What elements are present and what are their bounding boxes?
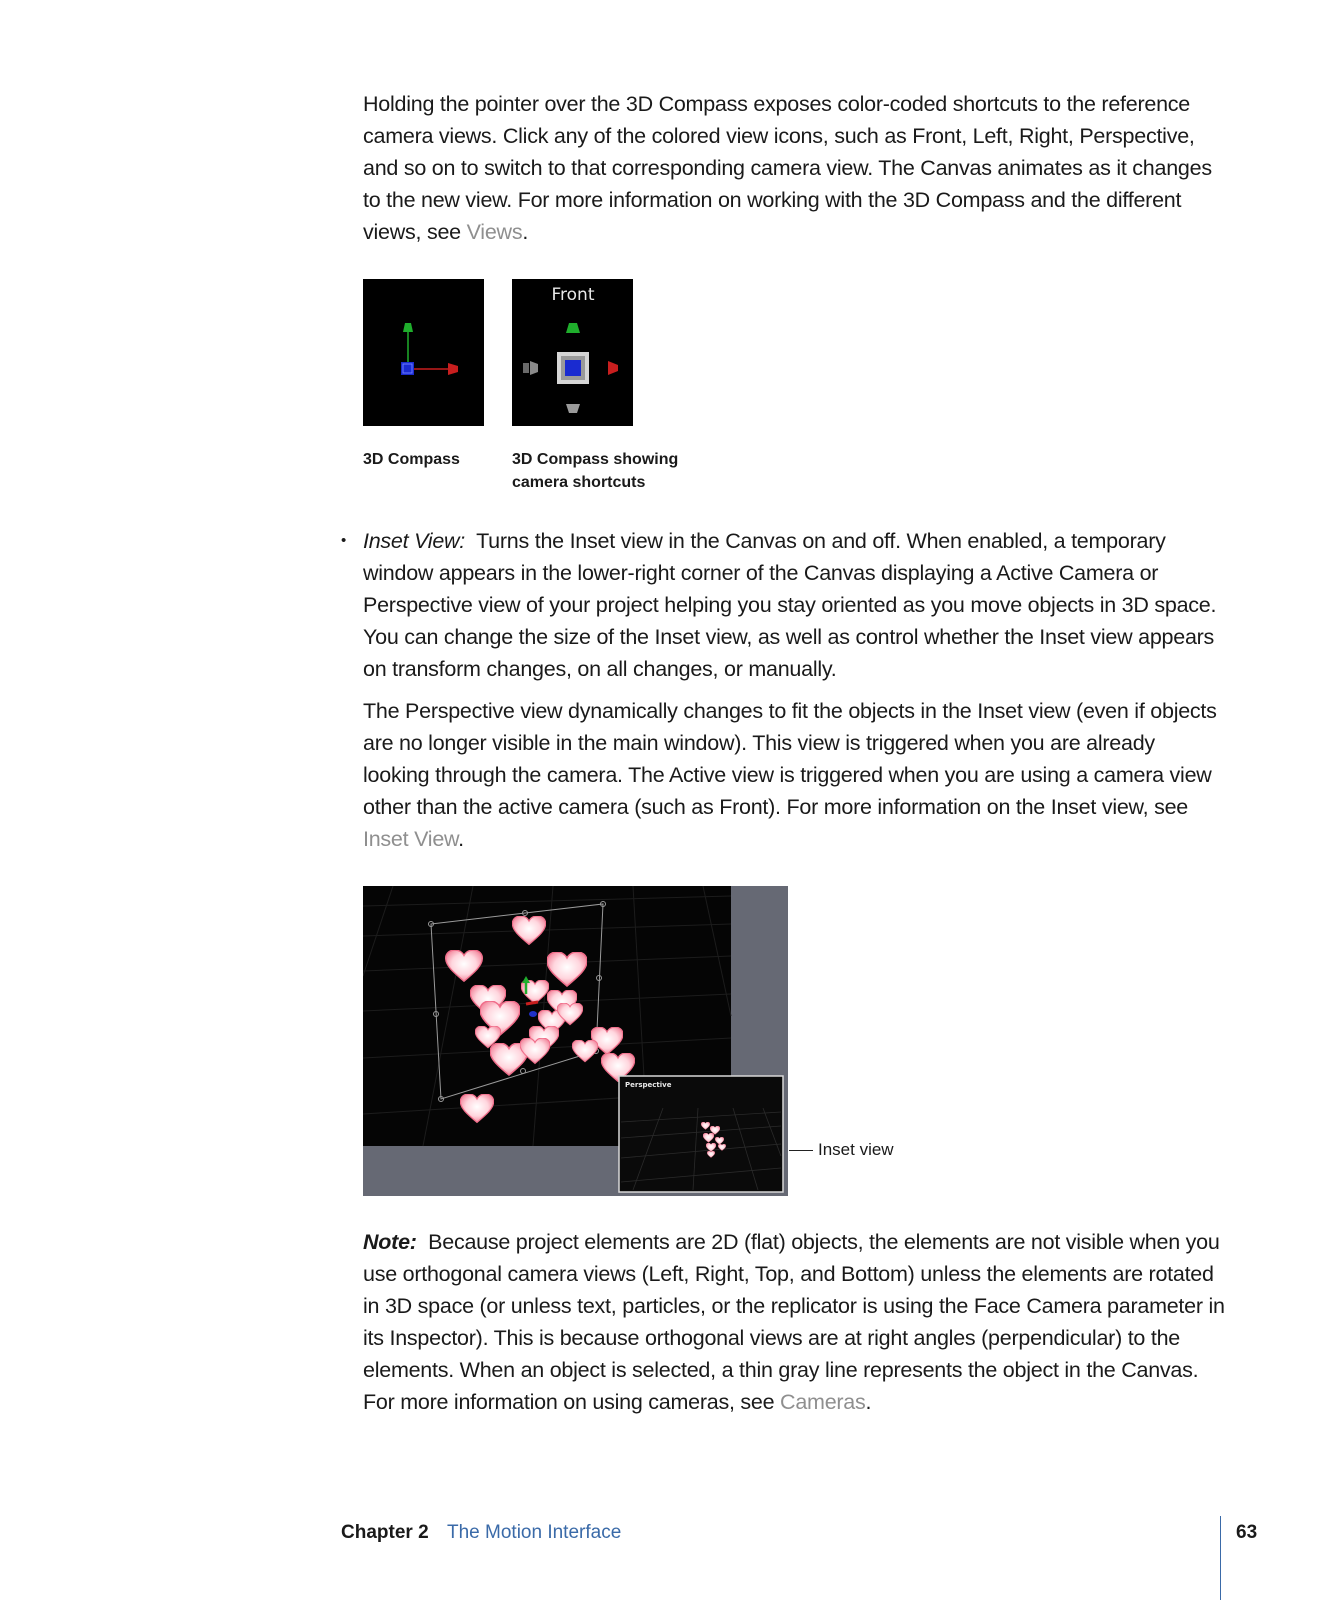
front-view-label: Front bbox=[551, 285, 595, 305]
left-view-shortcut-icon bbox=[530, 361, 538, 375]
note-text: Because project elements are 2D (flat) objects, the elements are not visible when you use orthogonal camera views (Left, Right, Top, and Bottom) unless the elements are rotated in 3D space (or unless text, particles, or the replicator is using the Face Camera parameter in its Inspector). This is because orthogonal views are at right angles (perpendicular) to the elements. When an object is selected, a thin gray line represents the object in the Canvas. For more information on using cameras, see bbox=[363, 1230, 1225, 1414]
intro-text: Holding the pointer over the 3D Compass exposes color-coded shortcuts to the reference camera views. Click any of the colored view icons, such as Front, Left, Right, Perspective, and so on to switch to that corresponding camera view. The Canvas animates as it changes to the new view. For more information on working with the 3D Compass and the different views, see bbox=[363, 92, 1212, 244]
note-period: . bbox=[865, 1390, 872, 1414]
perspective-paragraph bbox=[363, 695, 1225, 855]
cameras-link[interactable]: Cameras bbox=[780, 1390, 866, 1414]
compass-plain-caption: 3D Compass bbox=[363, 451, 460, 468]
views-link[interactable]: Views bbox=[466, 220, 523, 244]
right-view-shortcut-icon bbox=[608, 361, 618, 375]
note-paragraph bbox=[363, 1226, 1225, 1418]
inset-view-paragraph bbox=[363, 525, 1225, 685]
inset-view-term: Inset View: bbox=[363, 529, 466, 553]
note-label: Note: bbox=[363, 1230, 417, 1254]
y-axis-arrow-icon bbox=[403, 323, 413, 332]
intro-period: . bbox=[522, 220, 529, 244]
perspective-period: . bbox=[458, 827, 464, 851]
inset-view-callout: Inset view bbox=[818, 1140, 894, 1159]
note-section bbox=[363, 1226, 1225, 1418]
bottom-view-shortcut-icon bbox=[566, 404, 580, 413]
bullet-icon: • bbox=[341, 532, 347, 549]
inset-view-text: Turns the Inset view in the Canvas on and off. When enabled, a temporary window appears in the lower-right corner of the Canvas displaying a Active Camera or Perspective view of your project helping you stay oriented as you move objects in 3D space. You can change the size of the Inset view, as well as control whether the Inset view appears on transform changes, on all changes, or manually. bbox=[363, 529, 1217, 681]
inset-view-callout-line bbox=[789, 1150, 813, 1151]
footer-chapter: Chapter 2 bbox=[341, 1522, 429, 1543]
x-axis-arrow-icon bbox=[448, 363, 458, 375]
compass-shortcuts-image bbox=[512, 279, 633, 426]
inset-view-title: Perspective bbox=[625, 1081, 672, 1089]
top-view-shortcut-icon bbox=[566, 323, 580, 333]
canvas-inset-figure bbox=[363, 886, 788, 1196]
intro-section bbox=[363, 88, 1225, 248]
inset-view-link[interactable]: Inset View bbox=[363, 827, 459, 851]
compass-shortcuts-caption: 3D Compass showing camera shortcuts bbox=[512, 451, 679, 491]
intro-paragraph bbox=[363, 88, 1225, 248]
footer-chapter-title-link[interactable]: The Motion Interface bbox=[447, 1522, 622, 1543]
footer-divider bbox=[1220, 1516, 1221, 1600]
inset-view-bullet bbox=[341, 525, 1225, 855]
compass-plain-image bbox=[363, 279, 484, 426]
perspective-text: The Perspective view dynamically changes to fit the objects in the Inset view (even if objects are no longer visible in the main window). This view is triggered when you are already looking through the camera. The Active view is triggered when you are using a camera view other than the active camera (such as Front). For more information on the Inset view, see bbox=[363, 699, 1217, 819]
page-number: 63 bbox=[1236, 1522, 1258, 1543]
